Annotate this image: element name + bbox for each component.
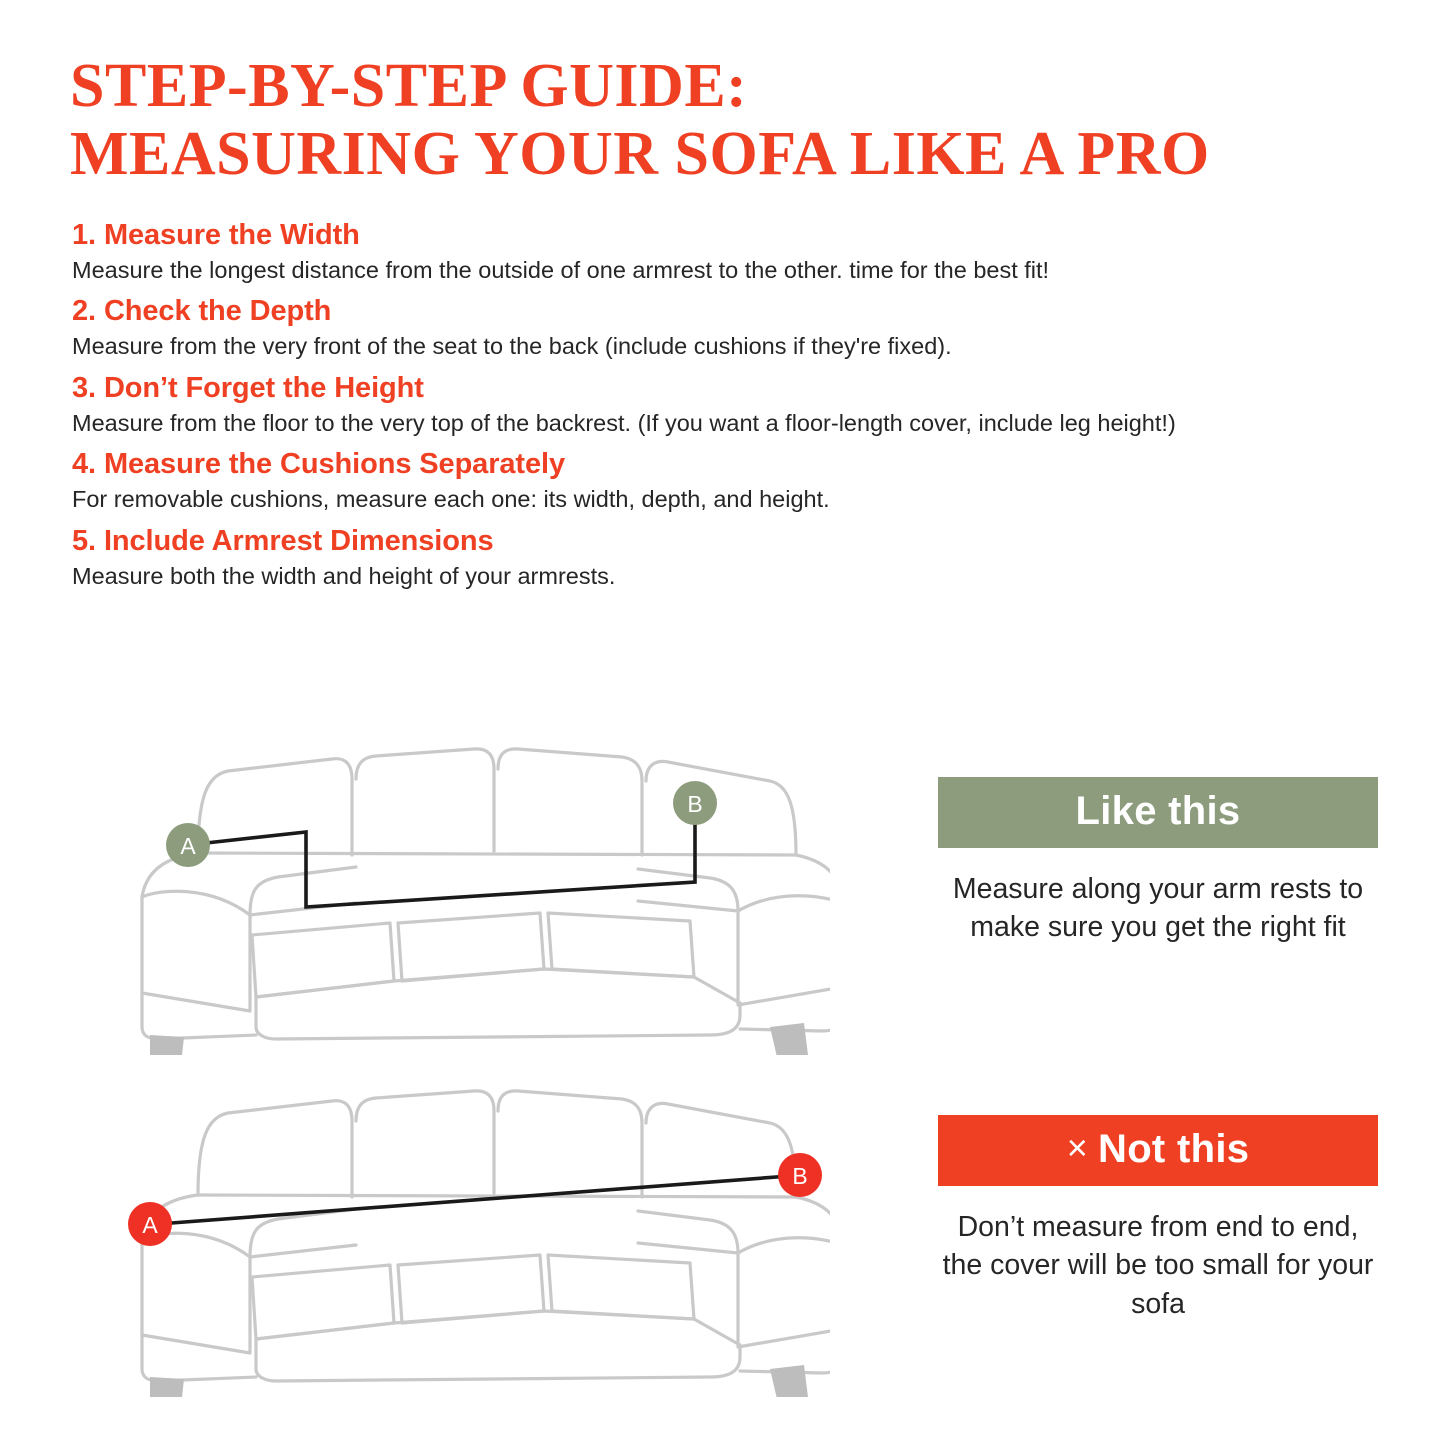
- measurement-line-incorrect: [145, 1175, 803, 1225]
- steps-list: [70, 219, 1383, 591]
- sofa-diagram-column: [70, 735, 910, 1375]
- callout-not-this: [938, 1115, 1378, 1323]
- marker-a-label: A: [142, 1212, 158, 1238]
- measurement-line-correct: [188, 807, 695, 907]
- badge-like-this-label: Like this: [1075, 789, 1241, 833]
- title-line-1: STEP-BY-STEP GUIDE:: [70, 52, 748, 120]
- step-body: Measure from the very front of the seat to the back (include cushions if they're fixed).: [72, 333, 952, 360]
- marker-b-label: B: [792, 1163, 808, 1189]
- sofa-illustration-correct: [70, 735, 830, 1055]
- step-body: Measure the longest distance from the outside of one armrest to the other. time for the best fit!: [72, 257, 1050, 283]
- callout-not-this-caption: Don’t measure from end to end, the cover will be too small for your sofa: [942, 1211, 1374, 1320]
- title-line-2: MEASURING YOUR SOFA LIKE A PRO: [70, 120, 1210, 188]
- badge-not-this-label: Not this: [1098, 1127, 1250, 1171]
- marker-a-correct: [166, 823, 210, 867]
- page-title: [70, 52, 1383, 188]
- sofa-illustration-incorrect: [70, 1077, 830, 1397]
- step-item: [70, 525, 1383, 591]
- marker-b-incorrect: [778, 1153, 822, 1197]
- badge-like-this: [938, 777, 1378, 848]
- marker-a-label: A: [180, 833, 196, 859]
- step-heading: 1. Measure the Width: [72, 219, 360, 251]
- sofa-diagram-incorrect: [70, 1077, 910, 1397]
- step-heading: 4. Measure the Cushions Separately: [72, 448, 565, 481]
- callout-like-this-caption: Measure along your arm rests to make sure you get the right fit: [952, 873, 1364, 944]
- badge-not-this: [938, 1115, 1378, 1186]
- sofa-diagram-correct: [70, 735, 910, 1055]
- step-body: For removable cushions, measure each one: its width, depth, and height.: [72, 486, 830, 513]
- close-icon: ×: [1066, 1127, 1089, 1168]
- step-heading: 2. Check the Depth: [72, 295, 332, 328]
- diagram-section: [70, 735, 1385, 1425]
- step-body: Measure both the width and height of your armrests.: [72, 562, 616, 589]
- step-heading: 5. Include Armrest Dimensions: [72, 524, 494, 557]
- step-item: [70, 219, 1383, 285]
- step-item: [70, 295, 1383, 361]
- marker-b-label: B: [687, 791, 703, 817]
- step-item: [70, 372, 1383, 438]
- step-item: [70, 448, 1383, 514]
- marker-a-incorrect: [128, 1202, 172, 1246]
- step-body: Measure from the floor to the very top of the backrest. (If you want a floor-length cover, include leg height!): [72, 409, 1176, 436]
- marker-b-correct: [673, 781, 717, 825]
- callout-like-this: [938, 777, 1378, 947]
- sofa-legs: [150, 1023, 808, 1055]
- step-heading: 3. Don’t Forget the Height: [72, 371, 424, 404]
- sofa-legs: [150, 1365, 808, 1397]
